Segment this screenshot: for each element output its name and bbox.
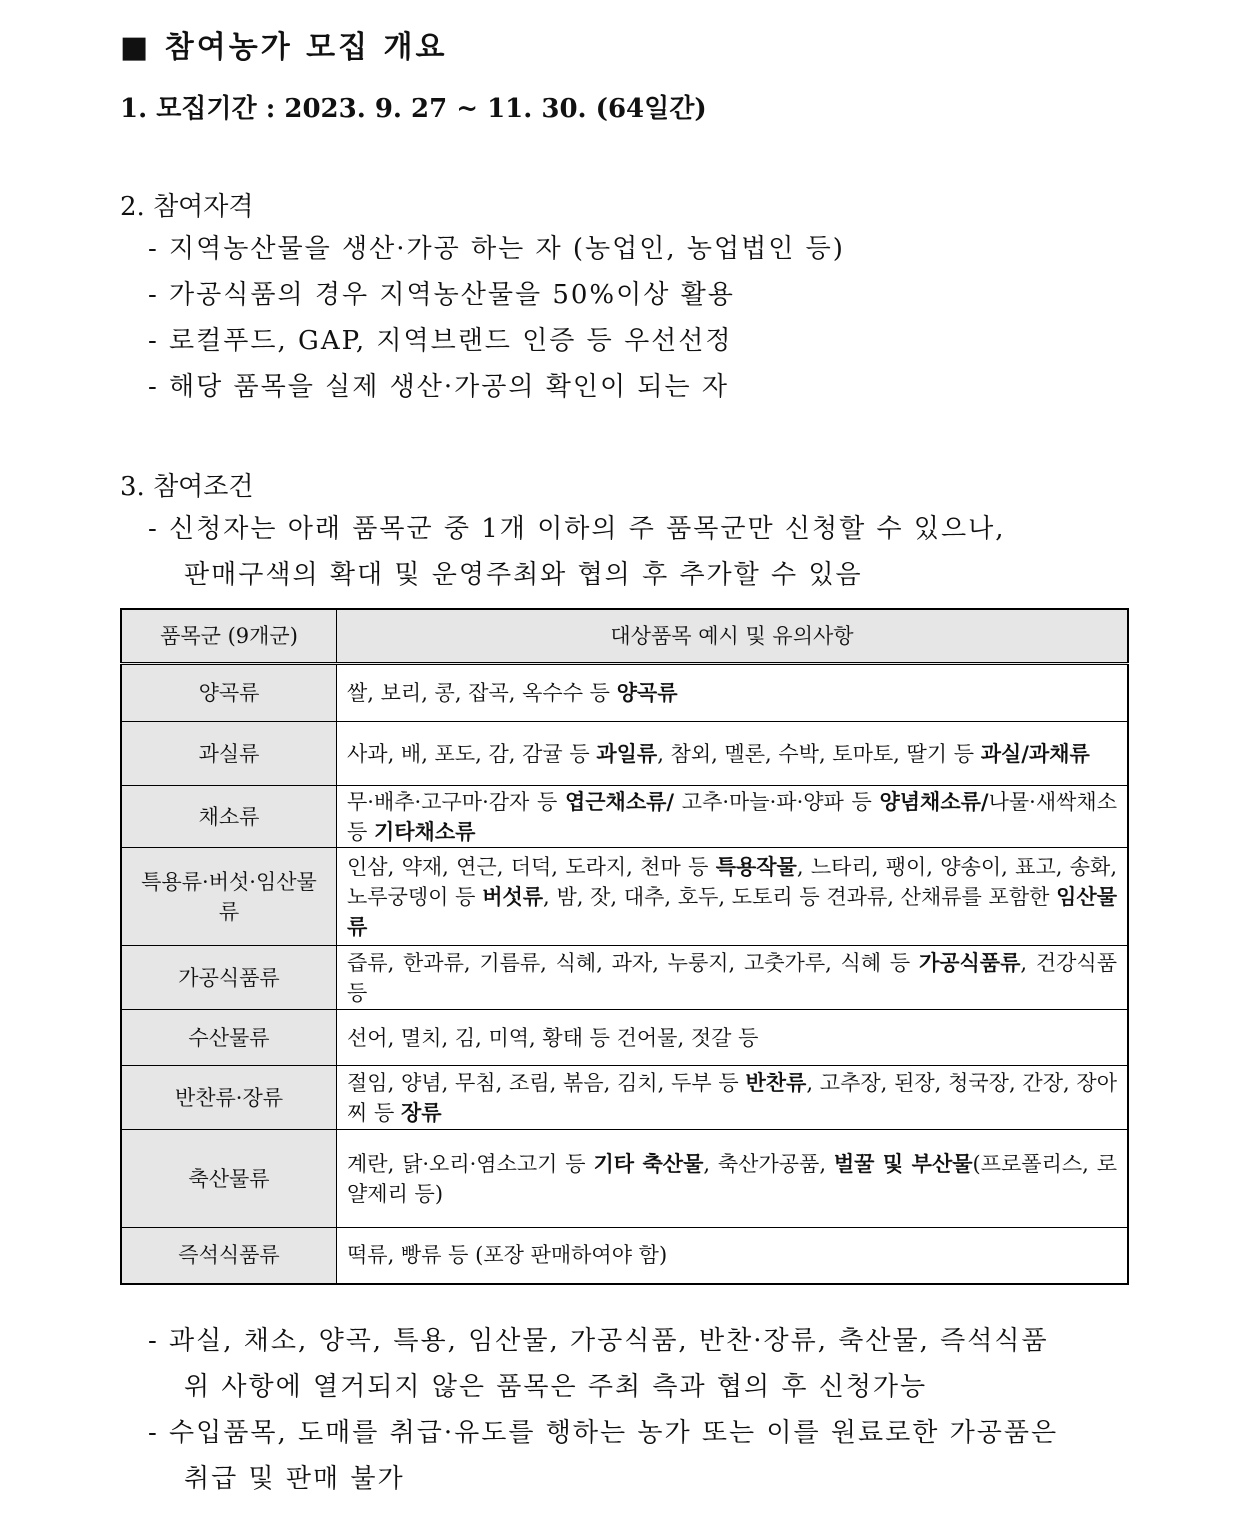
highlighted-category-text: 장류 bbox=[400, 1099, 442, 1125]
description-text: 사과, 배, 포도, 감, 감귤 등 bbox=[347, 741, 597, 766]
table-row bbox=[121, 722, 1128, 786]
description-text: 무·배추·고구마·감자 등 bbox=[347, 789, 565, 814]
description-cell bbox=[337, 1010, 1129, 1066]
description-text: 계란, 닭·오리·염소고기 등 bbox=[347, 1151, 594, 1176]
description-cell bbox=[337, 848, 1129, 946]
description-text: 고추·마늘·파·양파 등 bbox=[674, 789, 880, 814]
condition-text bbox=[148, 506, 1128, 598]
category-cell: 양곡류 bbox=[121, 664, 337, 722]
highlighted-category-text: 양념채소류/ bbox=[879, 788, 989, 814]
category-cell: 특용류·버섯·임산물류 bbox=[121, 848, 337, 946]
description-cell bbox=[337, 1228, 1129, 1284]
qualification-item: - 가공식품의 경우 지역농산물을 50%이상 활용 bbox=[148, 280, 735, 310]
description-cell bbox=[337, 722, 1129, 786]
description-text: 인삼, 약재, 연근, 더덕, 도라지, 천마 등 bbox=[347, 854, 716, 879]
description-text: , 고추장, 된장, 청국장, 간장, 장아찌 등 bbox=[347, 1070, 1117, 1125]
table-row bbox=[121, 1228, 1128, 1284]
table-body bbox=[121, 664, 1128, 1284]
category-cell: 채소류 bbox=[121, 786, 337, 848]
highlighted-category-text: 양곡류 bbox=[616, 680, 678, 705]
highlighted-category-text: 기타 축산물 bbox=[593, 1150, 704, 1176]
description-text: 쌀, 보리, 콩, 잡곡, 옥수수 등 bbox=[347, 681, 617, 705]
description-text: 선어, 멸치, 김, 미역, 황태 등 건어물, 젓갈 등 bbox=[347, 1025, 759, 1050]
description-cell bbox=[337, 1066, 1129, 1130]
description-text: (프로폴리스, 로얄제리 등) bbox=[347, 1151, 1117, 1206]
table-row bbox=[121, 1130, 1128, 1228]
highlighted-category-text: 벌꿀 및 부산물 bbox=[833, 1150, 973, 1176]
highlighted-category-text: 반찬류 bbox=[745, 1069, 807, 1095]
category-cell: 즉석식품류 bbox=[121, 1228, 337, 1284]
highlighted-category-text: 과실/과채류 bbox=[980, 740, 1090, 766]
highlighted-category-text: 버섯류 bbox=[482, 883, 544, 909]
document-heading: ■ 참여농가 모집 개요 bbox=[120, 30, 448, 65]
qualification-item: - 지역농산물을 생산·가공 하는 자 (농업인, 농업법인 등) bbox=[148, 234, 845, 264]
condition-line: - 신청자는 아래 품목군 중 1개 이하의 주 품목군만 신청할 수 있으나, bbox=[148, 514, 1006, 544]
condition-line: 판매구색의 확대 및 운영주최와 협의 후 추가할 수 있음 bbox=[184, 560, 863, 590]
description-text: , 참외, 멜론, 수박, 토마토, 딸기 등 bbox=[657, 741, 981, 766]
note-line: 위 사항에 열거되지 않은 품목은 주최 측과 협의 후 신청가능 bbox=[184, 1372, 928, 1402]
description-text: , 건강식품 등 bbox=[347, 950, 1117, 1005]
category-cell: 과실류 bbox=[121, 722, 337, 786]
highlighted-category-text: 특용작물 bbox=[715, 853, 797, 879]
qualification-item: - 해당 품목을 실제 생산·가공의 확인이 되는 자 bbox=[148, 372, 729, 402]
category-cell: 수산물류 bbox=[121, 1010, 337, 1066]
table-row bbox=[121, 946, 1128, 1010]
category-cell: 축산물류 bbox=[121, 1130, 337, 1228]
table-row bbox=[121, 1066, 1128, 1130]
header-description: 대상품목 예시 및 유의사항 bbox=[337, 609, 1129, 664]
description-text: , 느타리, 팽이, 양송이, 표고, 송화, 노루궁뎅이 등 bbox=[347, 854, 1117, 909]
header-category: 품목군 (9개군) bbox=[121, 609, 337, 664]
note-line: - 수입품목, 도매를 취급·유도를 행하는 농가 또는 이를 원료로한 가공품은 bbox=[148, 1418, 1059, 1448]
highlighted-category-text: 기타채소류 bbox=[373, 818, 476, 844]
description-text: , 밤, 잣, 대추, 호두, 도토리 등 견과류, 산채류를 포함한 bbox=[543, 884, 1057, 909]
recruitment-period: 1. 모집기간 : 2023. 9. 27 ~ 11. 30. (64일간) bbox=[120, 94, 707, 124]
table-row bbox=[121, 1010, 1128, 1066]
description-text: 떡류, 빵류 등 (포장 판매하여야 함) bbox=[347, 1243, 668, 1268]
description-cell bbox=[337, 1130, 1129, 1228]
note-line: - 과실, 채소, 양곡, 특용, 임산물, 가공식품, 반찬·장류, 축산물, 즉석식품 bbox=[148, 1326, 1049, 1356]
description-cell bbox=[337, 946, 1129, 1010]
highlighted-category-text: 임산물류 bbox=[347, 883, 1117, 939]
highlighted-category-text: 엽근채소류/ bbox=[564, 788, 675, 814]
description-text: 나물·새싹채소 등 bbox=[347, 789, 1117, 844]
description-text: , 축산가공품, bbox=[703, 1151, 834, 1176]
description-cell bbox=[337, 786, 1129, 848]
note-line: 취급 및 판매 불가 bbox=[184, 1464, 405, 1494]
section-3-title: 3. 참여조건 bbox=[120, 472, 254, 502]
table-row bbox=[121, 664, 1128, 722]
highlighted-category-text: 가공식품류 bbox=[918, 949, 1021, 975]
table-header-row bbox=[121, 609, 1128, 664]
section-2-title: 2. 참여자격 bbox=[120, 192, 254, 222]
category-cell: 반찬류·장류 bbox=[121, 1066, 337, 1130]
qualification-list bbox=[148, 226, 1128, 410]
table-row bbox=[121, 848, 1128, 946]
item-category-table bbox=[120, 608, 1129, 1285]
description-text: 절임, 양념, 무침, 조림, 볶음, 김치, 두부 등 bbox=[347, 1070, 746, 1095]
highlighted-category-text: 과일류 bbox=[596, 740, 658, 766]
table-row bbox=[121, 786, 1128, 848]
category-cell: 가공식품류 bbox=[121, 946, 337, 1010]
description-text: 즙류, 한과류, 기름류, 식혜, 과자, 누룽지, 고춧가루, 식혜 등 bbox=[347, 950, 919, 975]
qualification-item: - 로컬푸드, GAP, 지역브랜드 인증 등 우선선정 bbox=[148, 326, 733, 356]
notes-list bbox=[148, 1318, 1128, 1502]
description-cell bbox=[337, 664, 1129, 722]
